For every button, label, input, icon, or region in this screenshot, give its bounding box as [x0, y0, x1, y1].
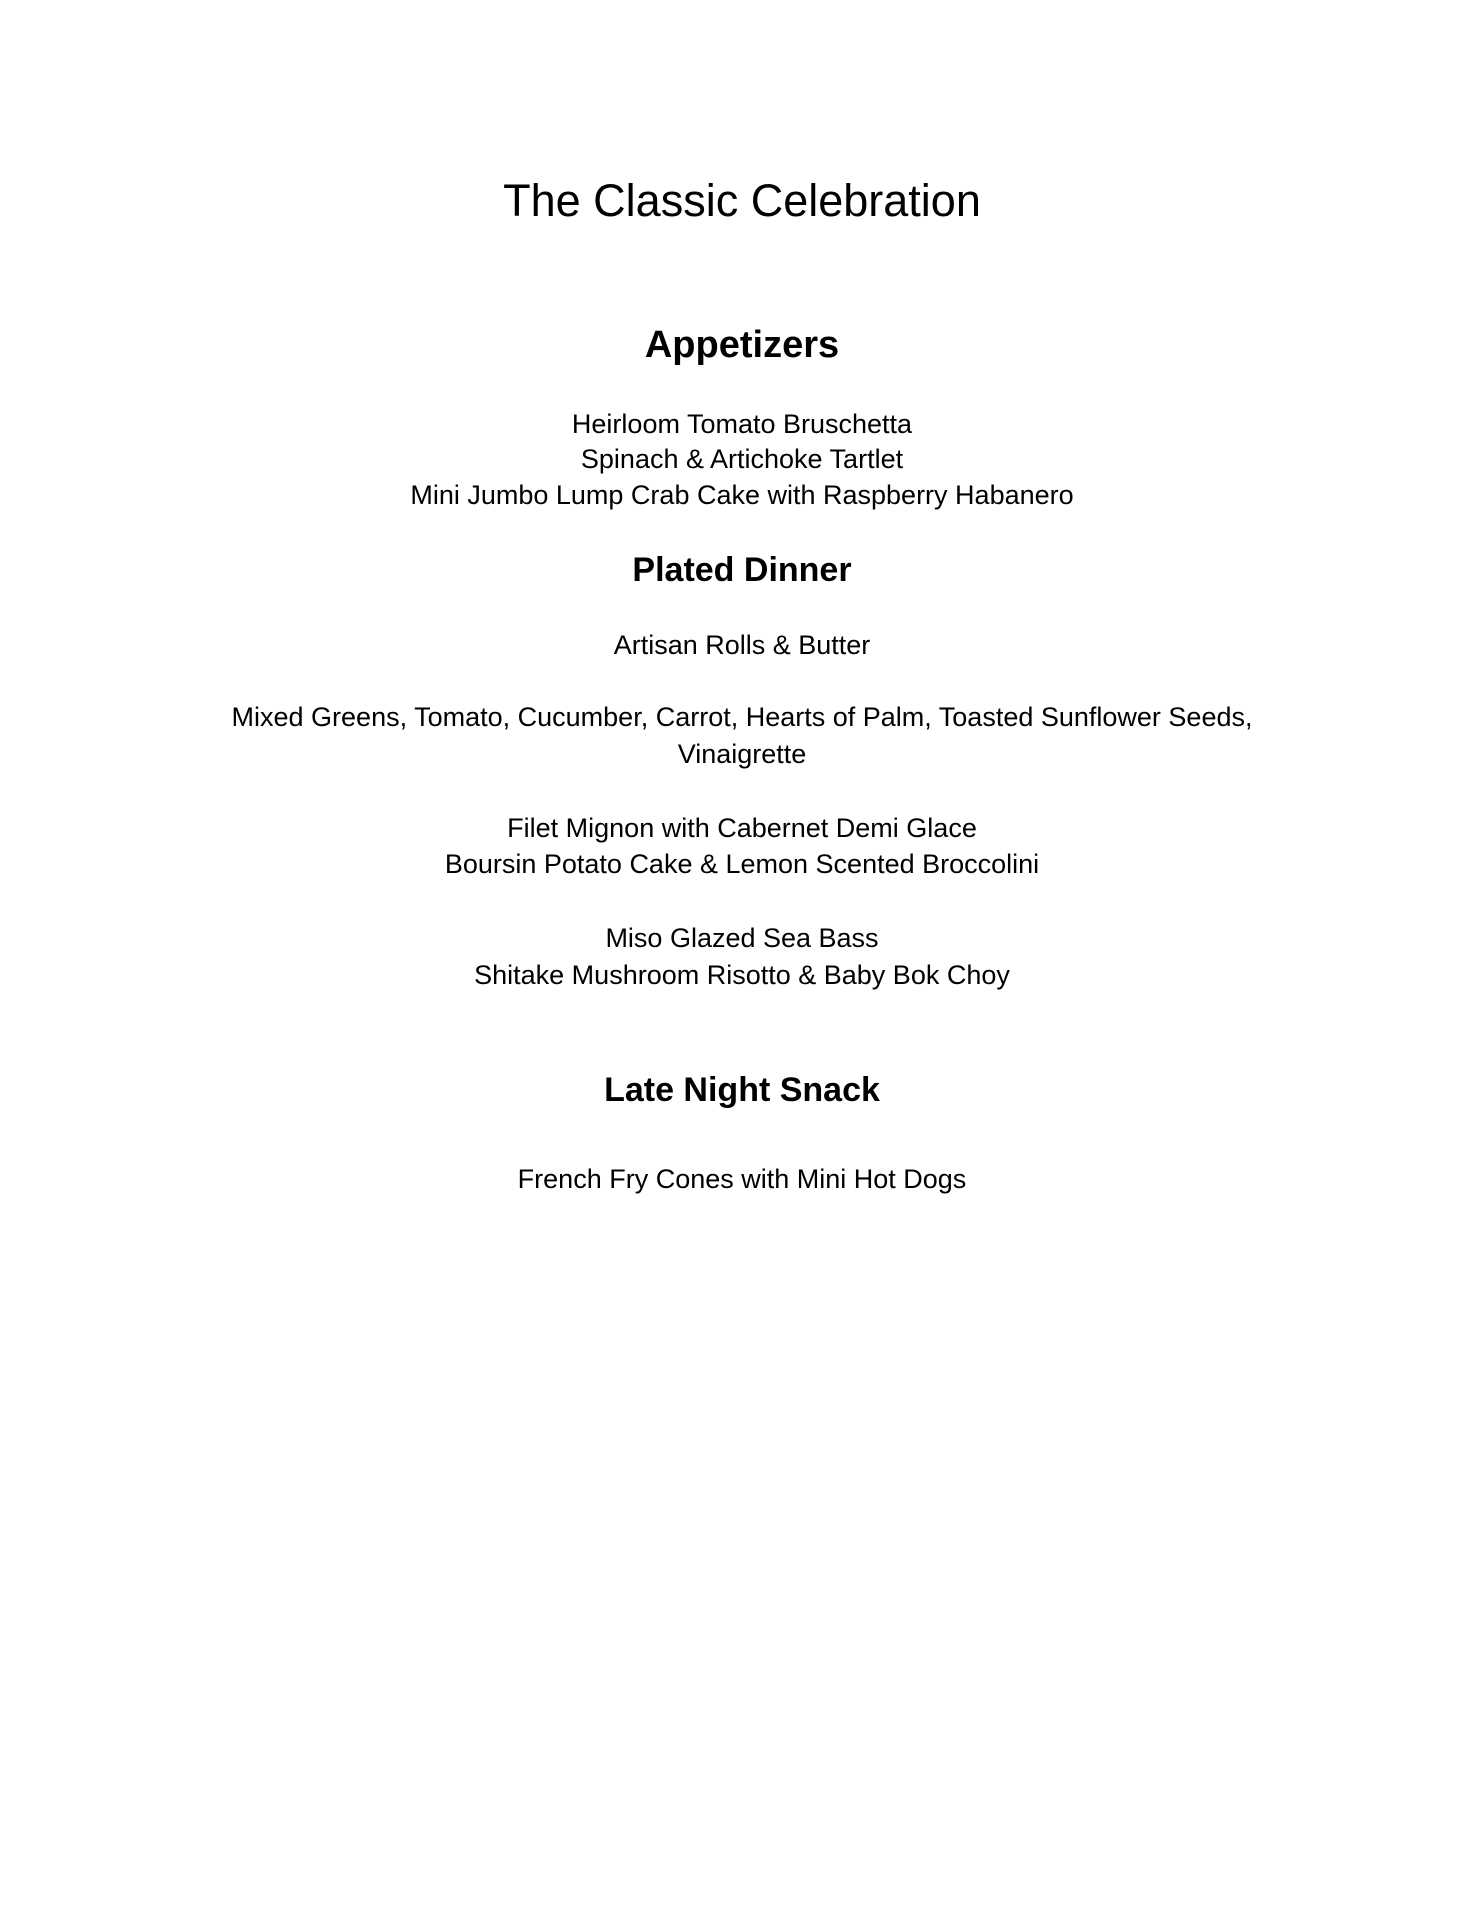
appetizer-item: Spinach & Artichoke Tartlet — [580, 444, 904, 474]
appetizer-item: Heirloom Tomato Bruschetta — [571, 409, 913, 439]
menu-title: The Classic Celebration — [503, 175, 981, 226]
appetizer-item: Mini Jumbo Lump Crab Cake with Raspberry Habanero — [410, 480, 1074, 510]
section-heading-plated-dinner: Plated Dinner — [632, 551, 852, 589]
dinner-entree-2-sides: Shitake Mushroom Risotto & Baby Bok Choy — [474, 960, 1010, 990]
late-night-item: French Fry Cones with Mini Hot Dogs — [517, 1164, 967, 1194]
dinner-bread: Artisan Rolls & Butter — [613, 630, 871, 660]
dinner-entree-1-sides: Boursin Potato Cake & Lemon Scented Broccolini — [444, 849, 1040, 879]
section-heading-late-night-snack: Late Night Snack — [604, 1071, 880, 1109]
dinner-salad-line-2: Vinaigrette — [677, 739, 807, 769]
dinner-entree-1-main: Filet Mignon with Cabernet Demi Glace — [507, 813, 977, 843]
section-heading-appetizers: Appetizers — [644, 324, 840, 366]
dinner-salad-line-1: Mixed Greens, Tomato, Cucumber, Carrot, Hearts of Palm, Toasted Sunflower Seeds, — [231, 702, 1253, 732]
dinner-entree-2-main: Miso Glazed Sea Bass — [605, 923, 879, 953]
